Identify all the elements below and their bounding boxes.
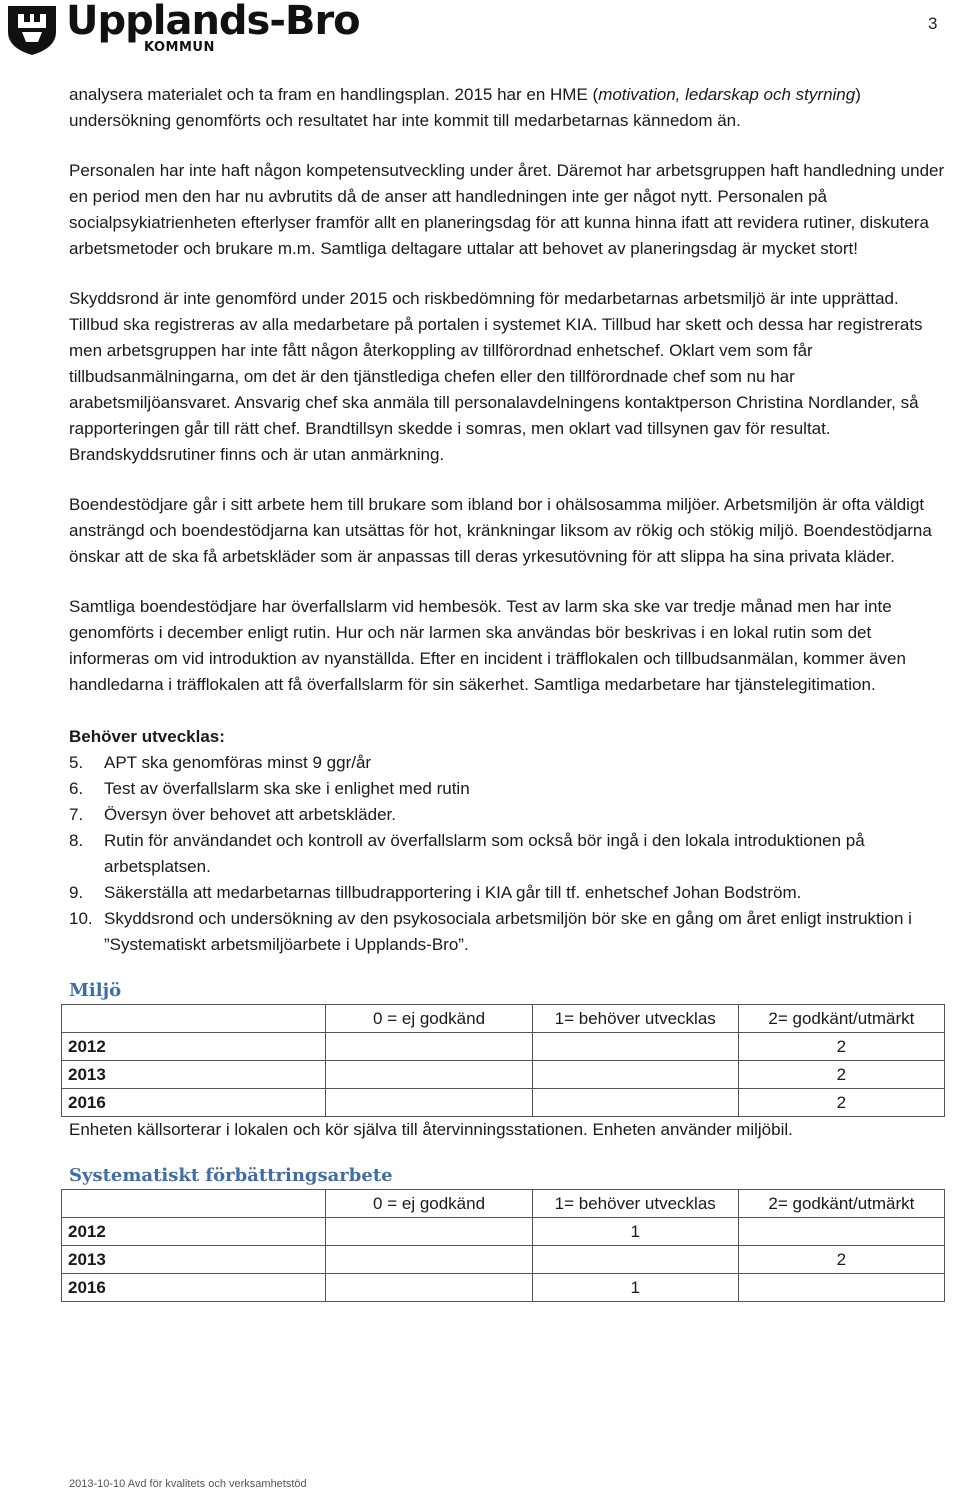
logo-subtitle: KOMMUN [144,40,215,55]
page-number: 3 [928,14,938,33]
column-header: 2= godkänt/utmärkt [738,1005,944,1033]
table-row: 2016 2 [62,1089,945,1117]
miljo-table [61,1004,945,1117]
column-header: 0 = ej godkänd [326,1190,532,1218]
municipality-logo [4,0,360,56]
column-header: 2= godkänt/utmärkt [738,1190,944,1218]
list-item: 7. Översyn över behovet att arbetskläder. [69,805,396,824]
table-row: 2013 2 [62,1061,945,1089]
needs-heading: Behöver utvecklas: [69,727,225,746]
footer-text: 2013-10-10 Avd för kvalitets och verksamhetstöd [69,1478,307,1490]
column-header: 0 = ej godkänd [326,1005,532,1033]
miljo-heading: Miljö [69,980,122,1001]
list-item: 9. Säkerställa att medarbetarnas tillbudrapportering i KIA går till tf. enhetschef Johan Bodström. [69,883,802,902]
table-row: 2012 2 [62,1033,945,1061]
list-item: 6. Test av överfallslarm ska ske i enlighet med rutin [69,779,470,798]
needs-list [69,750,949,958]
paragraph-safety: Skyddsrond är inte genomförd under 2015 och riskbedömning för medarbetarnas arbetsmiljö är inte upprättad. Tillbud ska registreras av alla medarbetare på portalen i systemet KIA. Tillbud har skett och dessa har registrerats men arbetsgruppen har inte fått någon återkoppling av tillförordnad enhetschef. Oklart vem som får tillbudsanmälningarna, om det är den tjänstlediga chefen eller den tillförordnade chef som nu har arabetsmiljöansvaret. Ansvarig chef ska anmäla till personalavdelningens kontaktperson Christina Nordlander, så rapporteringen går till rätt chef. Brandtillsyn skedde i somras, men oklart vad tillsynen gav för resultat. Brandskyddsrutiner finns och är utan anmärkning. [69,289,923,464]
sfa-table [61,1189,945,1302]
paragraph-environment: Boendestödjare går i sitt arbete hem till brukare som ibland bor i ohälsosamma miljöer. Arbetsmiljön är ofta väldigt ansträngd och boendestödjarna kan utsättas för hot, kränkningar liksom av rökig och stökig miljö. Boendestödjarna önskar att de ska få arbetskläder som är anpassas till deras yrkesutövning för att slippa ha sina privata kläder. [69,495,932,566]
table-header-row [62,1005,945,1033]
table-header-row [62,1190,945,1218]
document-body [69,82,949,1302]
miljo-note: Enheten källsorterar i lokalen och kör själva till återvinningsstationen. Enheten använder miljöbil. [69,1120,793,1139]
list-item: 10. Skyddsrond och undersökning av den psykosociala arbetsmiljön bör ske en gång om året enligt instruktion i ”Systematiskt arbetsmiljöarbete i Upplands-Bro”. [69,909,912,954]
table-row: 2012 1 [62,1218,945,1246]
list-item: 8. Rutin för användandet och kontroll av överfallslarm som också bör ingå i den lokala introduktionen på arbetsplatsen. [69,831,865,876]
table-row: 2016 1 [62,1274,945,1302]
paragraph-competence: Personalen har inte haft någon kompetensutveckling under året. Däremot har arbetsgruppen haft handledning under en period men den har nu avbrutits då de anser att handledningen inte ger något nytt. Personalen på socialpsykiatrienheten efterlyser framför allt en planeringsdag för att kunna hinna ifatt att revidera rutiner, diskutera arbetsmetoder och brukare m.m. Samtliga deltagare uttalar att behovet av planeringsdag är mycket stort! [69,161,945,258]
sfa-heading: Systematiskt förbättringsarbete [69,1165,393,1186]
column-header: 1= behöver utvecklas [532,1190,738,1218]
paragraph-alarm: Samtliga boendestödjare har överfallslarm vid hembesök. Test av larm ska ske var tredje månad men har inte genomförts i december enligt rutin. Hur och när larmen ska användas bör beskrivas i en lokal rutin som det informeras om vid introduktion av nyanställda. Efter en incident i träfflokalen och tillbudsanmälan, kommer även handledarna i träfflokalen att få överfallslarm för sin säkerhet. Samtliga medarbetare har tjänstelegitimation. [69,597,906,694]
paragraph-hme: analysera materialet och ta fram en handlingsplan. 2015 har en HME (motivation, ledarskap och styrning) undersökning genomförts och resultatet har inte kommit till medarbetarnas kännedom än. [69,85,861,130]
list-item: 5. APT ska genomföras minst 9 ggr/år [69,753,372,772]
column-header: 1= behöver utvecklas [532,1005,738,1033]
logo-name: Upplands-Bro [66,0,360,44]
coat-of-arms-icon [4,2,60,56]
table-row: 2013 2 [62,1246,945,1274]
